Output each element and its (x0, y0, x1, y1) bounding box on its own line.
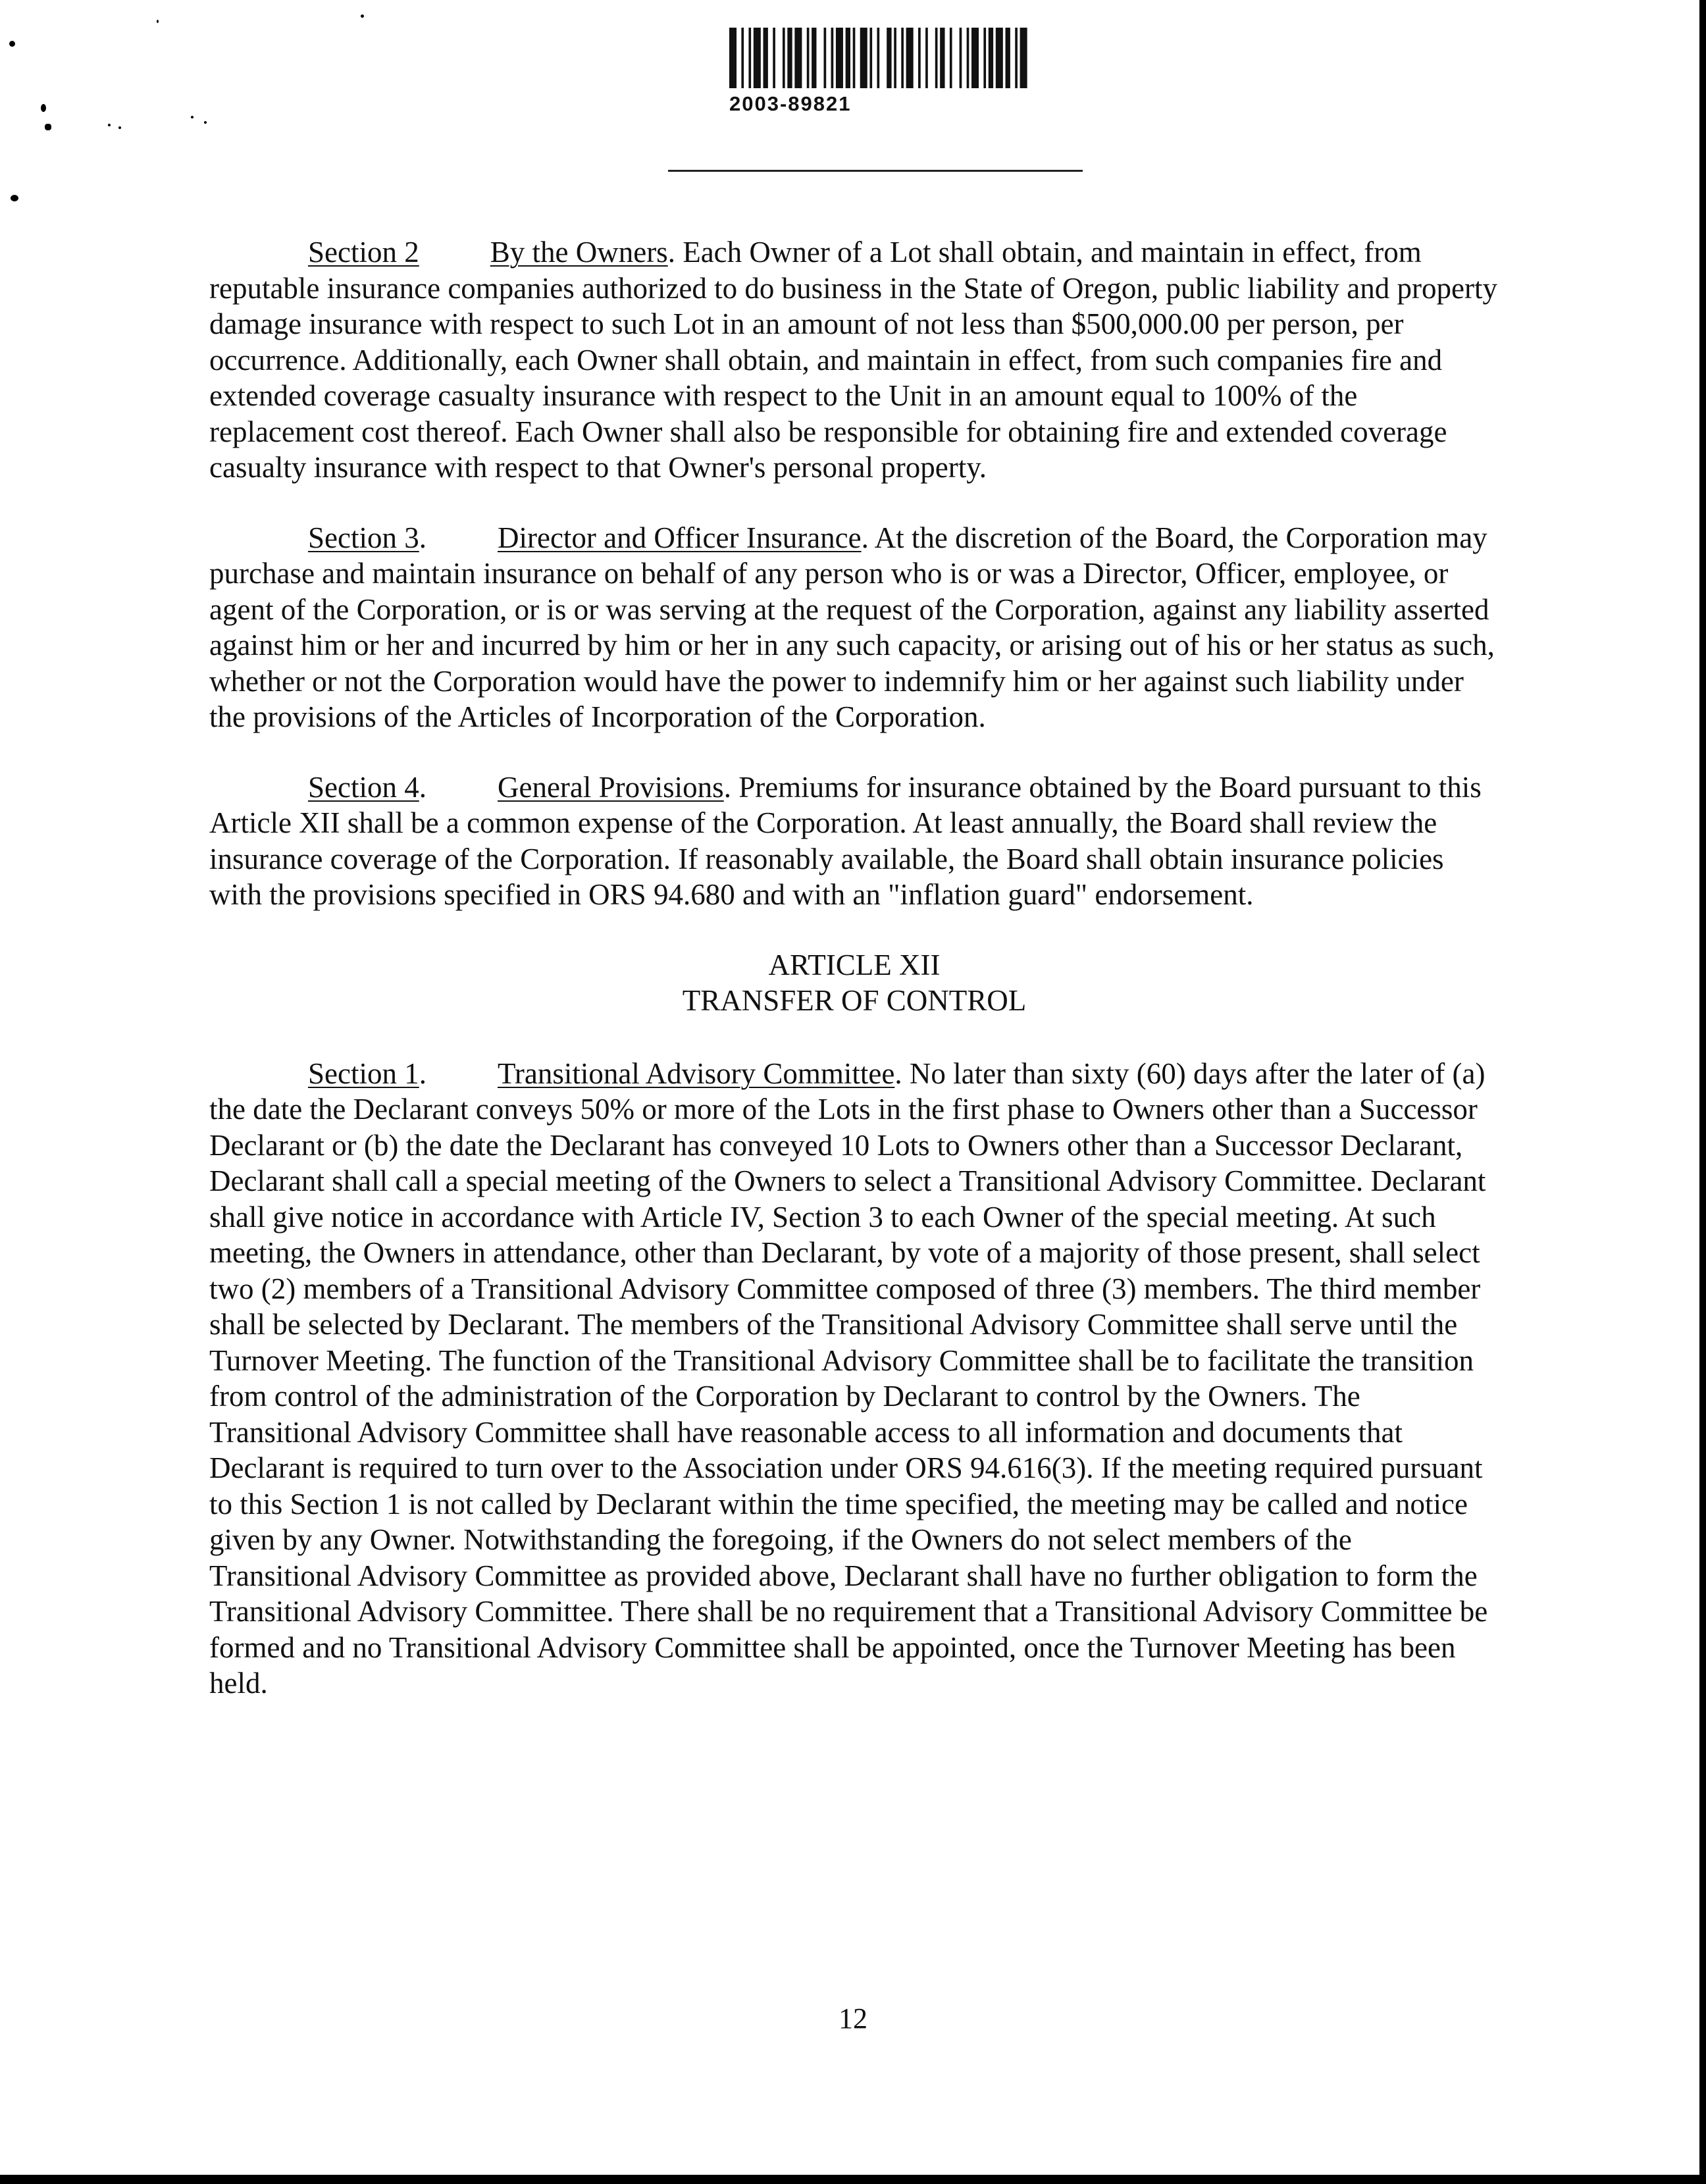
scan-speck (204, 121, 207, 124)
article-title: TRANSFER OF CONTROL (682, 984, 1027, 1017)
scan-speck (11, 195, 18, 201)
section-2-paragraph (209, 234, 1499, 486)
section-label: Section 1 (308, 1056, 419, 1090)
scan-speck (191, 116, 194, 118)
document-barcode-block (729, 28, 1032, 115)
section-label: Section 4 (308, 770, 419, 804)
section-heading: Director and Officer Insurance (497, 521, 862, 554)
article-section-1-paragraph: Section 1. Transitional Advisory Committee. No later than sixty (60) days after the later of (a) the date the Declarant conveys 50% or more of the Lots in the first phase to Owners other than a Successor Declarant or (b) the date the Declarant has conveyed 10 Lots to Owners other than a Successor Declarant, Declarant shall call a special meeting of the Owners to select a Transitional Advisory Committee. Declarant shall give notice in accordance with Article IV, Section 3 to each Owner of the special meeting. At such meeting, the Owners in attendance, other than Declarant, by vote of a majority of those present, shall select two (2) members of a Transitional Advisory Committee composed of three (3) members. The third member shall be selected by Declarant. The members of the Transitional Advisory Committee shall serve until the Turnover Meeting. The function of the Transitional Advisory Committee shall be to facilitate the transition from control of the administration of the Corporation by Declarant to control by the Owners. The Transitional Advisory Committee shall have reasonable access to all information and documents that Declarant is required to turn over to the Association under ORS 94.616(3). If the meeting required pursuant to this Section 1 is not called by Declarant within the time specified, the meeting may be called and notice given by any Owner. Notwithstanding the foregoing, if the Owners do not select members of the Transitional Advisory Committee as provided above, Declarant shall have no further obligation to form the Transitional Advisory Committee. There shall be no requirement that a Transitional Advisory Committee be formed and no Transitional Advisory Committee shall be appointed, once the Turnover Meeting has been held. (209, 1056, 1488, 1700)
scan-speck (45, 124, 51, 130)
scan-speck (118, 126, 121, 129)
scan-speck (41, 104, 46, 112)
scan-speck (157, 20, 159, 23)
scan-edge-right (1699, 0, 1706, 2184)
section-body: . At the discretion of the Board, the Corporation may purchase and maintain insurance on behalf of any person who is or was a Director, Officer, employee, or agent of the Corporation, or is or was serving at the request of the Corporation, against any liability asserted against him or her and incurred by him or her in any such capacity, or arising out of his or her status as such, whether or not the Corporation would have the power to indemnify him or her against such liability under the provisions of the Articles of Incorporation of the Corporation. (209, 521, 1495, 733)
page-number: 12 (839, 2002, 867, 2035)
section-heading: General Provisions (497, 770, 724, 804)
scan-speck (108, 124, 111, 126)
barcode (729, 28, 1032, 88)
scan-speck (9, 41, 15, 47)
section-heading: By the Owners (490, 236, 668, 269)
section-3-paragraph: Section 3. Director and Officer Insurance. At the discretion of the Board, the Corporation may purchase and maintain insurance on behalf of any person who is or was a Director, Officer, employee, or agent of the Corporation, or is or was serving at the request of the Corporation, against any liability asserted against him or her and incurred by him or her in any such capacity, or arising out of his or her status as such, whether or not the Corporation would have the power to indemnify him or her against such liability under the provisions of the Articles of Incorporation of the Corporation. (209, 521, 1495, 733)
article-heading (209, 947, 1499, 1019)
header-rule (668, 170, 1083, 172)
section-label: Section 2 (308, 236, 419, 269)
section-body: . Premiums for insurance obtained by the Board pursuant to this Article XII shall be a common expense of the Corporation. At least annually, the Board shall review the insurance coverage of the Corporation. If reasonably available, the Board shall obtain insurance policies with the provisions specified in ORS 94.680 and with an "inflation guard" endorsement. (209, 770, 1482, 911)
scan-speck (361, 14, 364, 18)
section-label: Section 3 (308, 521, 419, 554)
section-4-paragraph: Section 4. General Provisions. Premiums for insurance obtained by the Board pursuant to this Article XII shall be a common expense of the Corporation. At least annually, the Board shall review the insurance coverage of the Corporation. If reasonably available, the Board shall obtain insurance policies with the provisions specified in ORS 94.680 and with an "inflation guard" endorsement. (209, 770, 1482, 911)
document-body (209, 234, 1499, 1736)
section-heading: Transitional Advisory Committee (497, 1056, 895, 1090)
article-number: ARTICLE XII (768, 948, 941, 981)
section-body: . Each Owner of a Lot shall obtain, and maintain in effect, from reputable insurance companies authorized to do business in the State of Oregon, public liability and property damage insurance with respect to such Lot in an amount of not less than $500,000.00 per person, per occurrence. Additionally, each Owner shall obtain, and maintain in effect, from such companies fire and extended coverage casualty insurance with respect to the Unit in an amount equal to 100% of the replacement cost thereof. Each Owner shall also be responsible for obtaining fire and extended coverage casualty insurance with respect to that Owner's personal property. (209, 236, 1497, 484)
barcode-number: 2003-89821 (729, 92, 852, 115)
scan-edge-bottom (0, 2175, 1706, 2184)
section-body: . No later than sixty (60) days after the later of (a) the date the Declarant conveys 50% or more of the Lots in the first phase to Owners other than a Successor Declarant or (b) the date the Declarant has conveyed 10 Lots to Owners other than a Successor Declarant, Declarant shall call a special meeting of the Owners to select a Transitional Advisory Committee. Declarant shall give notice in accordance with Article IV, Section 3 to each Owner of the special meeting. At such meeting, the Owners in attendance, other than Declarant, by vote of a majority of those present, shall select two (2) members of a Transitional Advisory Committee composed of three (3) members. The third member shall be selected by Declarant. The members of the Transitional Advisory Committee shall serve until the Turnover Meeting. The function of the Transitional Advisory Committee shall be to facilitate the transition from control of the administration of the Corporation by Declarant to control by the Owners. The Transitional Advisory Committee shall have reasonable access to all information and documents that Declarant is required to turn over to the Association under ORS 94.616(3). If the meeting required pursuant to this Section 1 is not called by Declarant within the time specified, the meeting may be called and notice given by any Owner. Notwithstanding the foregoing, if the Owners do not select members of the Transitional Advisory Committee as provided above, Declarant shall have no further obligation to form the Transitional Advisory Committee. There shall be no requirement that a Transitional Advisory Committee be formed and no Transitional Advisory Committee shall be appointed, once the Turnover Meeting has been held. (209, 1056, 1488, 1700)
